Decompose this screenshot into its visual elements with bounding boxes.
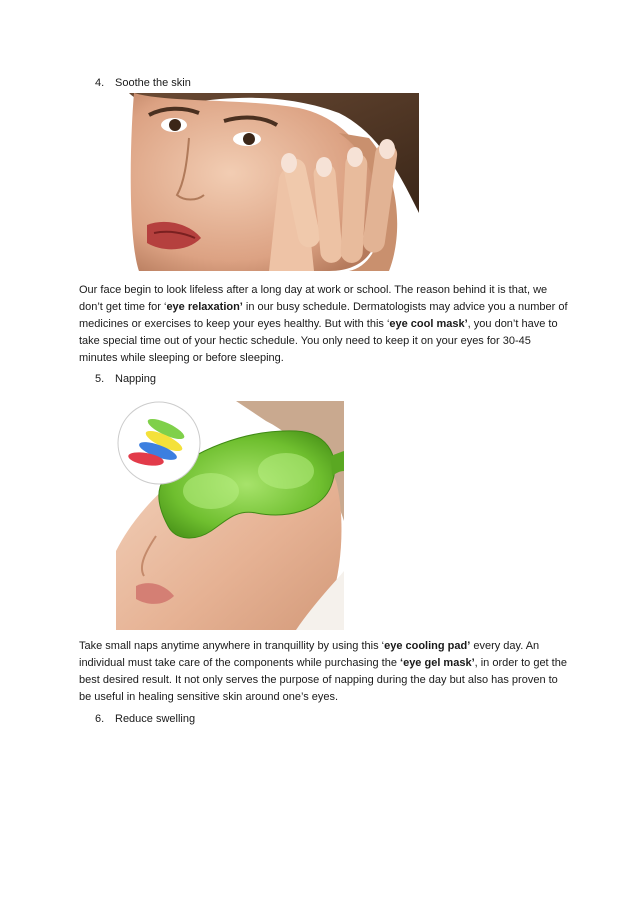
list-number: 6. — [95, 713, 105, 725]
section-heading-6 — [95, 712, 195, 726]
text-run: in our busy schedule. Dermatologists may advice you a number of medicines or exercises to keep your eyes healthy. But with this ‘ — [79, 301, 568, 330]
bold-term-eye-relaxation: eye relaxation’ — [166, 301, 243, 313]
heading-text: Napping — [115, 373, 156, 385]
bold-term-eye-cooling-pad: eye cooling pad’ — [384, 640, 471, 652]
section-heading-5 — [95, 372, 156, 386]
text-run: , you don’t have to take special time out of your hectic schedule. You only need to keep it on your eyes for 30-45 minutes while sleeping or before sleeping. — [79, 318, 558, 364]
heading-text: Soothe the skin — [115, 77, 191, 89]
photo-woman-gel-mask — [116, 401, 344, 630]
text-run: every day. An individual must take care of the components while purchasing the — [79, 640, 540, 669]
paragraph-napping — [79, 638, 569, 706]
section-heading-4 — [95, 76, 191, 90]
list-number: 4. — [95, 77, 105, 89]
text-run: , in order to get the best desired result. It not only serves the purpose of napping during the day but also has proven to be useful in healing sensitive skin around one’s eyes. — [79, 657, 567, 703]
text-run: Our face begin to look lifeless after a long day at work or school. The reason behind it is that, we don’t get time for ‘ — [79, 284, 548, 313]
list-number: 5. — [95, 373, 105, 385]
text-run: Take small naps anytime anywhere in tranquillity by using this ‘ — [79, 640, 385, 652]
bold-term-eye-cool-mask: eye cool mask’ — [389, 318, 468, 330]
heading-text: Reduce swelling — [115, 713, 196, 725]
paragraph-soothe-skin — [79, 282, 569, 367]
bold-term-eye-gel-mask: ‘eye gel mask’ — [400, 657, 475, 669]
photo-woman-touching-eye — [129, 93, 419, 271]
